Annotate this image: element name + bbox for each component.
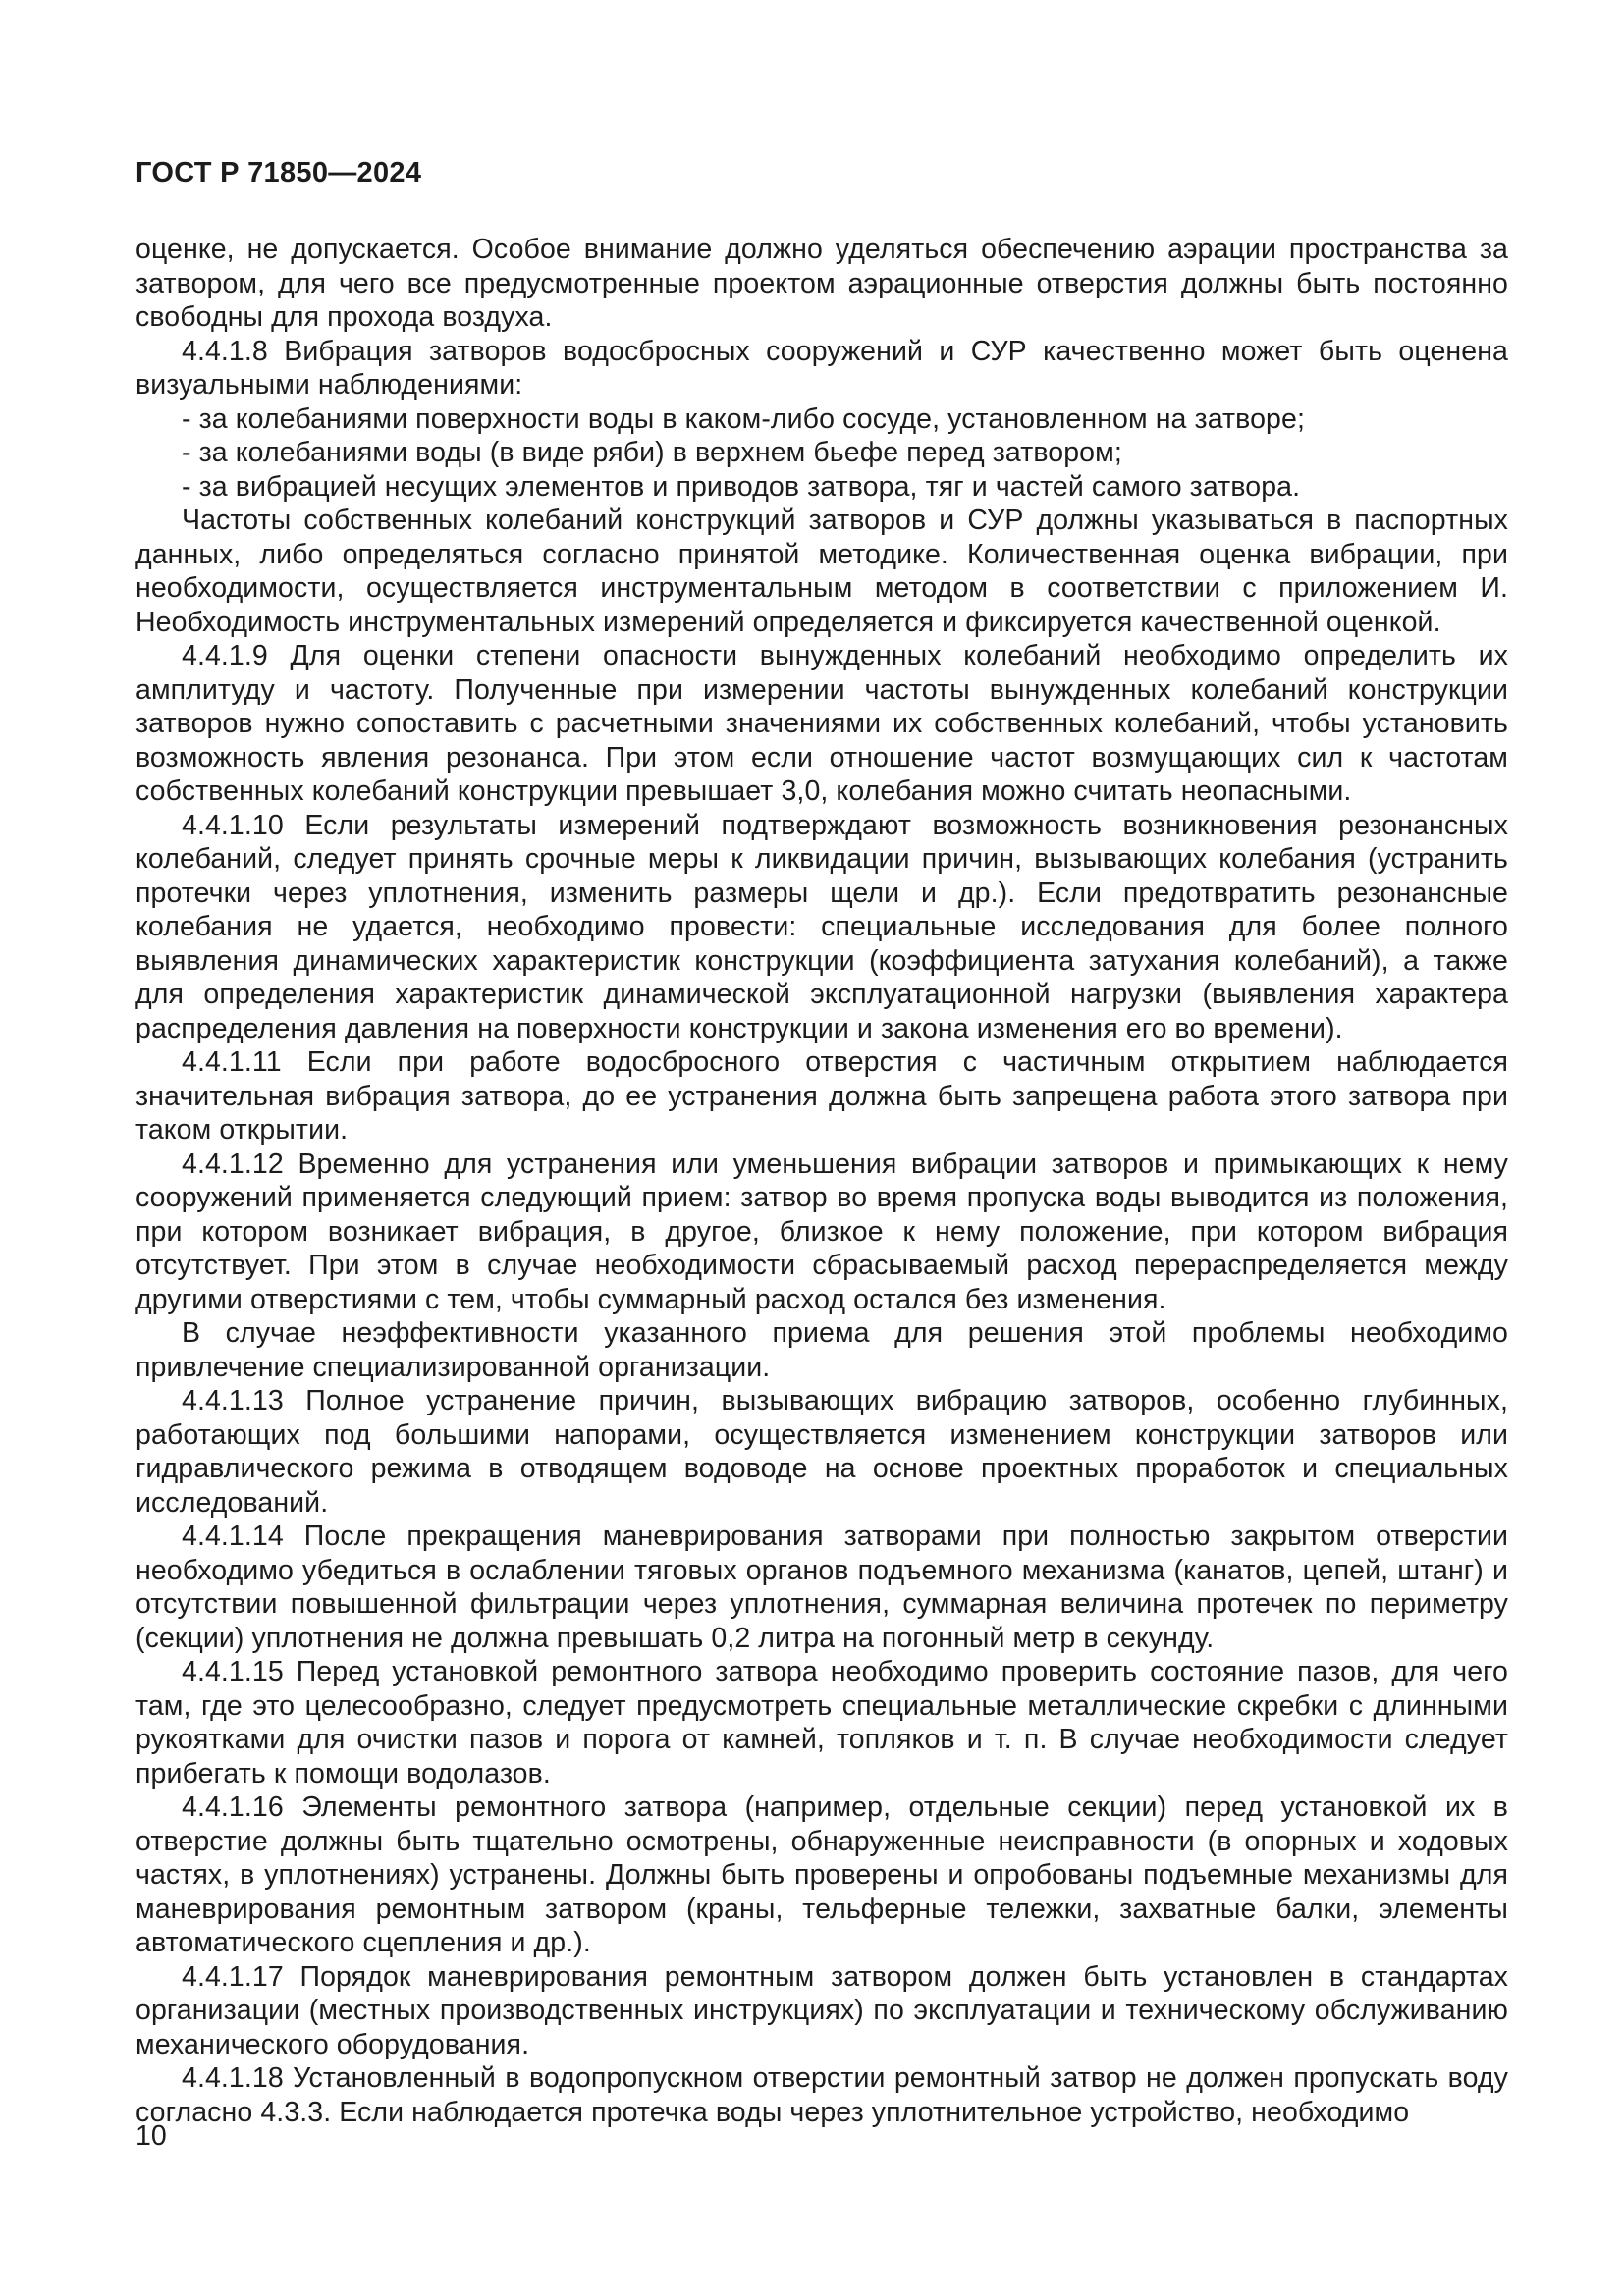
clause-4-4-1-13: 4.4.1.13 Полное устранение причин, вызывающих вибрацию затворов, особенно глубинных, работающих под большими напорами, осуществляется изменением конструкции затворов или гидравлического режима в отводящем водоводе на основе проектных проработок и специальных исследований. xyxy=(135,1385,1508,1519)
clause-4-4-1-14: 4.4.1.14 После прекращения маневрирования затворами при полностью закрытом отверстии необходимо убедиться в ослаблении тяговых органов подъемного механизма (канатов, цепей, штанг) и отсутствии повышенной фильтрации через уплотнения, суммарная величина протечек по периметру (секции) уплотнения не должна превышать 0,2 литра на погонный метр в секунду. xyxy=(135,1521,1508,1654)
clause-4-4-1-17: 4.4.1.17 Порядок маневрирования ремонтным затвором должен быть установлен в стандартах организации (местных производственных инструкциях) по эксплуатации и техническому обслуживанию механического оборудования. xyxy=(135,1960,1508,2060)
list-item: - за колебаниями поверхности воды в каком-либо сосуде, установленном на затворе; xyxy=(182,402,1305,435)
body-text xyxy=(135,233,1508,2129)
paragraph-continuation: оценке, не допускается. Особое внимание должно уделяться обеспечению аэрации пространства за затвором, для чего все предусмотренные проектом аэрационные отверстия должны быть постоянно свободны для прохода воздуха. xyxy=(135,234,1508,333)
paragraph: Частоты собственных колебаний конструкций затворов и СУР должны указываться в паспортных данных, либо определяться согласно принятой методике. Количественная оценка вибрации, при необходимости, осуществляется инструментальным методом в соответствии с приложением И. Необходимость инструментальных измерений определяется и фиксируется качественной оценкой. xyxy=(135,505,1508,638)
clause-4-4-1-15: 4.4.1.15 Перед установкой ремонтного затвора необходимо проверить состояние пазов, для чего там, где это целесообразно, следует предусмотреть специальные металлические скребки с длинными рукоятками для очистки пазов и порога от камней, топляков и т. п. В случае необходимости следует прибегать к помощи водолазов. xyxy=(135,1656,1508,1789)
clause-4-4-1-12: 4.4.1.12 Временно для устранения или уменьшения вибрации затворов и примыкающих к нему сооружений применяется следующий прием: затвор во время пропуска воды выводится из положения, при котором возникает вибрация, в другое, близкое к нему положение, при котором вибрация отсутствует. При этом в случае необходимости сбрасываемый расход перераспределяется между другими отверстиями с тем, чтобы суммарный расход остался без изменения. xyxy=(135,1148,1508,1315)
page-number: 10 xyxy=(135,2120,167,2152)
list-item: - за колебаниями воды (в виде ряби) в верхнем бьефе перед затвором; xyxy=(182,437,1122,468)
clause-4-4-1-16: 4.4.1.16 Элементы ремонтного затвора (например, отдельные секции) перед установкой их в отверстие должны быть тщательно осмотрены, обнаруженные неисправности (в опорных и ходовых частях, в уплотнениях) устранены. Должны быть проверены и опробованы подъемные механизмы для маневрирования ремонтным затвором (краны, тельферные тележки, захватные балки, элементы автоматического сцепления и др.). xyxy=(135,1791,1508,1958)
clause-4-4-1-11: 4.4.1.11 Если при работе водосбросного отверстия с частичным открытием наблюдается значительная вибрация затвора, до ее устранения должна быть запрещена работа этого затвора при таком открытии. xyxy=(135,1046,1508,1146)
page-content xyxy=(135,157,1508,2129)
clause-4-4-1-9: 4.4.1.9 Для оценки степени опасности вынужденных колебаний необходимо определить их амплитуду и частоту. Полученные при измерении частоты вынужденных колебаний конструкции затворов нужно сопоставить с расчетными значениями их собственных колебаний, чтобы установить возможность явления резонанса. При этом если отношение частот возмущающих сил к частотам собственных колебаний конструкции превышает 3,0, колебания можно считать неопасными. xyxy=(135,640,1508,807)
clause-4-4-1-8: 4.4.1.8 Вибрация затворов водосбросных сооружений и СУР качественно может быть оценена визуальными наблюдениями: xyxy=(135,335,1508,400)
clause-4-4-1-10: 4.4.1.10 Если результаты измерений подтверждают возможность возникновения резонансных колебаний, следует принять срочные меры к ликвидации причин, вызывающих колебания (устранить протечки через уплотнения, изменить размеры щели и др.). Если предотвратить резонансные колебания не удается, необходимо провести: специальные исследования для более полного выявления динамических характеристик конструкции (коэффициента затухания колебаний), а также для определения характеристик динамической эксплуатационной нагрузки (выявления характера распределения давления на поверхности конструкции и закона изменения его во времени). xyxy=(135,809,1508,1044)
clause-4-4-1-18: 4.4.1.18 Установленный в водопропускном отверстии ремонтный затвор не должен пропускать воду согласно 4.3.3. Если наблюдается протечка воды через уплотнительное устройство, необходимо xyxy=(135,2062,1508,2128)
paragraph: В случае неэффективности указанного приема для решения этой проблемы необходимо привлечение специализированной организации. xyxy=(135,1317,1508,1383)
document-number: ГОСТ Р 71850—2024 xyxy=(135,157,422,188)
list-item: - за вибрацией несущих элементов и приводов затвора, тяг и частей самого затвора. xyxy=(182,470,1301,503)
